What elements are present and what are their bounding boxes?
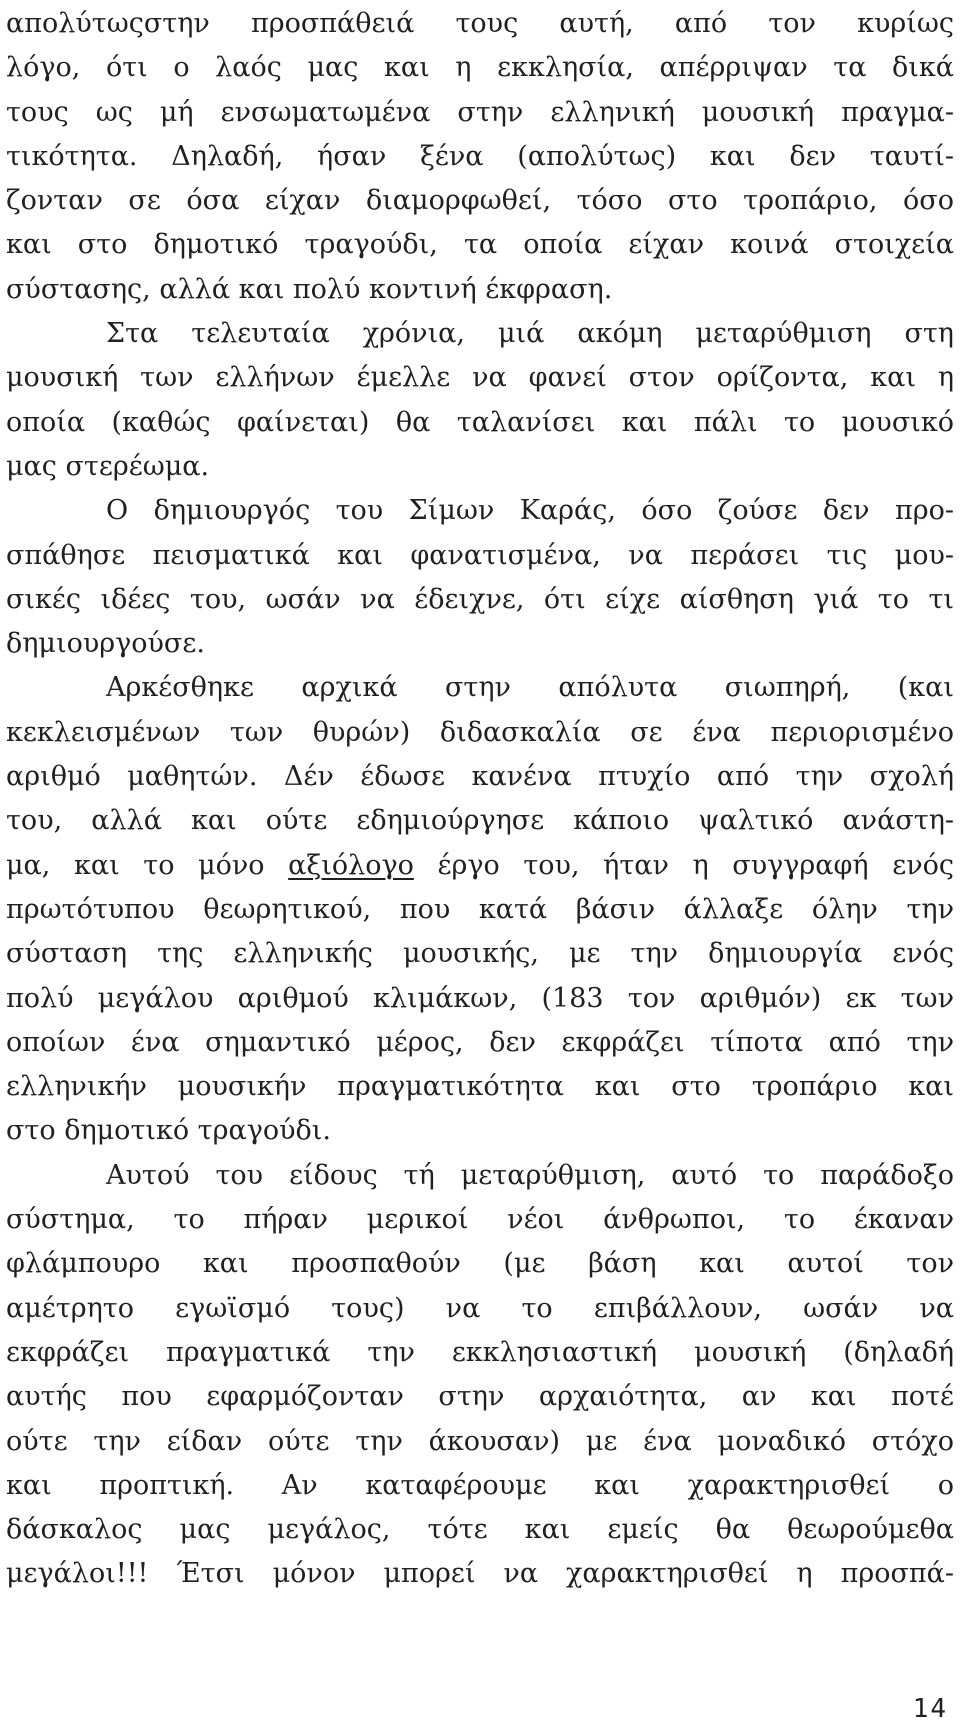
- text-segment: μα, και το μόνο: [6, 849, 289, 881]
- text-line: ούτε την είδαν ούτε την άκουσαν) με ένα μοναδικό στόχο: [6, 1425, 954, 1457]
- text-line: μας στερέωμα.: [6, 450, 210, 482]
- text-line: ζονταν σε όσα είχαν διαμορφωθεί, τόσο στο τροπάριο, όσο: [6, 185, 954, 217]
- text-line: απολύτωςστην προσπάθειά τους αυτή, από τον κυρίως: [6, 8, 954, 39]
- text-line: φλάμπουρο και προσπαθούν (με βάση και αυτοί τον: [6, 1248, 954, 1280]
- text-line: αριθμό μαθητών. Δέν έδωσε κανένα πτυχίο από την σχολή: [6, 761, 954, 793]
- text-line: κεκλεισμένων των θυρών) διδασκαλία σε ένα περιορισμένο: [6, 716, 954, 748]
- text-line: σικές ιδέες του, ωσάν να έδειχνε, ότι είχε αίσθηση γιά το τι: [6, 583, 954, 615]
- text-line: σύσταση της ελληνικής μουσικής, με την δημιουργία ενός: [6, 938, 954, 970]
- text-line: και προπτική. Αν καταφέρουμε και χαρακτηρισθεί ο: [6, 1469, 954, 1501]
- text-line: εκφράζει πραγματικά την εκκλησιαστική μουσική (δηλαδή: [6, 1336, 954, 1368]
- text-line: δημιουργούσε.: [6, 628, 205, 660]
- text-line: σύστημα, το πήραν μερικοί νέοι άνθρωποι, το έκαναν: [6, 1204, 954, 1236]
- text-line: αυτής που εφαρμόζονταν στην αρχαιότητα, αν και ποτέ: [6, 1381, 954, 1413]
- text-line: δάσκαλος μας μεγάλος, τότε και εμείς θα θεωρούμεθα: [6, 1514, 954, 1546]
- text-line: και στο δημοτικό τραγούδι, τα οποία είχαν κοινά στοιχεία: [6, 229, 954, 261]
- text-line: μουσική των ελλήνων έμελλε να φανεί στον ορίζοντα, και η: [6, 362, 954, 394]
- text-line: σύστασης, αλλά και πολύ κοντινή έκφραση.: [6, 273, 613, 305]
- paragraph-start-line: Αρκέσθηκε αρχικά στην απόλυτα σιωπηρή, (και: [106, 672, 954, 704]
- document-body: [6, 0, 954, 1597]
- paragraph-start-line: Ο δημιουργός του Σίμων Καράς, όσο ζούσε δεν προ-: [106, 495, 954, 527]
- text-line: οποία (καθώς φαίνεται) θα ταλανίσει και πάλι το μουσικό: [6, 406, 954, 438]
- text-line: σπάθησε πεισματικά και φανατισμένα, να περάσει τις μου-: [6, 539, 954, 571]
- text-line: αμέτρητο εγωϊσμό τους) να το επιβάλλουν, ωσάν να: [6, 1292, 954, 1324]
- underlined-word: αξιόλογο: [288, 849, 414, 881]
- text-line: ελληνικήν μουσικήν πραγματικότητα και στο τροπάριο και: [6, 1071, 954, 1103]
- text-line: οποίων ένα σημαντικό μέρος, δεν εκφράζει τίποτα από την: [6, 1026, 954, 1058]
- text-line: τικότητα. Δηλαδή, ήσαν ξένα (απολύτως) και δεν ταυτί-: [6, 140, 954, 172]
- text-line: λόγο, ότι ο λαός μας και η εκκλησία, απέρριψαν τα δικά: [6, 52, 954, 84]
- text-segment: έργο του, ήταν η συγγραφή ενός: [413, 849, 954, 881]
- text-line: τους ως μή ενσωματωμένα στην ελληνική μουσική πραγμα-: [6, 96, 954, 128]
- page-number: 14: [912, 1694, 948, 1724]
- text-line-with-underline: [6, 844, 954, 888]
- text-line: πολύ μεγάλου αριθμού κλιμάκων, (183 τον αριθμόν) εκ των: [6, 982, 954, 1014]
- text-line: στο δημοτικό τραγούδι.: [6, 1115, 331, 1147]
- paragraph-start-line: Στα τελευταία χρόνια, μιά ακόμη μεταρύθμιση στη: [106, 318, 954, 350]
- text-line: πρωτότυπου θεωρητικού, που κατά βάσιν άλλαξε όλην την: [6, 893, 954, 925]
- text-line: μεγάλοι!!! Έτσι μόνον μπορεί να χαρακτηρισθεί η προσπά-: [6, 1558, 954, 1590]
- text-line: του, αλλά και ούτε εδημιούργησε κάποιο ψαλτικό ανάστη-: [6, 805, 954, 837]
- paragraph-start-line: Αυτού του είδους τή μεταρύθμιση, αυτό το παράδοξο: [106, 1159, 954, 1191]
